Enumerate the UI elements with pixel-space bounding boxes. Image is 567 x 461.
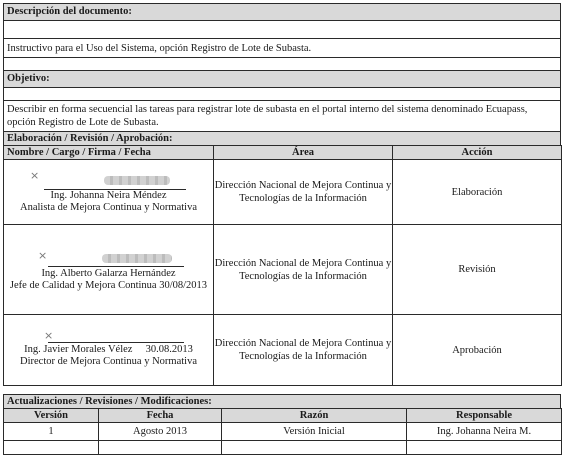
col-accion: Acción: [393, 146, 562, 160]
objective-header: [3, 70, 561, 88]
fecha-cell: Agosto 2013: [99, 423, 222, 441]
description-header-text: Descripción del documento:: [7, 6, 132, 17]
responsable-cell: Ing. Johanna Neira M.: [407, 423, 562, 441]
action-cell: Revisión: [393, 225, 562, 315]
table-row: [4, 315, 562, 386]
area-cell: Dirección Nacional de Mejora Continua y Tecnologías de la Información: [214, 225, 393, 315]
table-row-empty: [4, 441, 562, 455]
signature-scribble: [102, 254, 172, 263]
action-cell: Elaboración: [393, 160, 562, 225]
description-spacer-2: [3, 57, 561, 71]
signature-cell: [4, 315, 214, 386]
signature-line: [48, 266, 184, 267]
col-version: Versión: [4, 409, 99, 423]
table-row: [4, 423, 562, 441]
table-row: [4, 225, 562, 315]
objective-spacer: [3, 87, 561, 101]
updates-header: [3, 394, 561, 409]
objective-text: Describir en forma secuencial las tareas para registrar lote de subasta en el portal interno del sistema denominado Ecuapass, opción Registro de Lote de Subasta.: [3, 100, 561, 132]
approval-header-text: Elaboración / Revisión / Aprobación:: [7, 133, 173, 144]
signature-line: [48, 342, 184, 343]
sign-mark-icon: ×: [38, 249, 48, 262]
signer-name: Ing. Alberto Galarza Hernández: [41, 268, 176, 279]
description-header: [3, 3, 561, 21]
area-cell: Dirección Nacional de Mejora Continua y Tecnologías de la Información: [214, 160, 393, 225]
approval-table: [3, 145, 562, 386]
approval-header: [3, 131, 561, 146]
col-fecha: Fecha: [99, 409, 222, 423]
signature-cell: [4, 225, 214, 315]
updates-table-head: [4, 409, 562, 423]
signer-role: Director de Mejora Continua y Normativa: [20, 356, 197, 367]
area-cell: Dirección Nacional de Mejora Continua y Tecnologías de la Información: [214, 315, 393, 386]
sign-mark-icon: ×: [44, 329, 54, 342]
description-spacer: [3, 20, 561, 39]
version-cell: 1: [4, 423, 99, 441]
col-responsable: Responsable: [407, 409, 562, 423]
table-row: [4, 160, 562, 225]
col-nombre: Nombre / Cargo / Firma / Fecha: [4, 146, 214, 160]
razon-cell: Versión Inicial: [222, 423, 407, 441]
signer-name: Ing. Javier Morales Vélez 30.08.2013: [24, 344, 193, 355]
signature-cell: [4, 160, 214, 225]
col-area: Área: [214, 146, 393, 160]
description-text: Instructivo para el Uso del Sistema, opción Registro de Lote de Subasta.: [3, 38, 561, 58]
approval-table-head: [4, 146, 562, 160]
signer-name: Ing. Johanna Neira Méndez: [50, 190, 167, 201]
objective-header-text: Objetivo:: [7, 73, 50, 84]
signer-role: Jefe de Calidad y Mejora Continua 30/08/2013: [9, 280, 208, 291]
sign-mark-icon: ×: [30, 169, 40, 182]
col-razon: Razón: [222, 409, 407, 423]
updates-table: [3, 408, 562, 455]
updates-header-text: Actualizaciones / Revisiones / Modificaciones:: [7, 396, 212, 407]
document-info-sheet: [3, 3, 561, 456]
signature-scribble: [104, 176, 170, 185]
action-cell: Aprobación: [393, 315, 562, 386]
signer-role: Analista de Mejora Continua y Normativa: [20, 202, 197, 213]
